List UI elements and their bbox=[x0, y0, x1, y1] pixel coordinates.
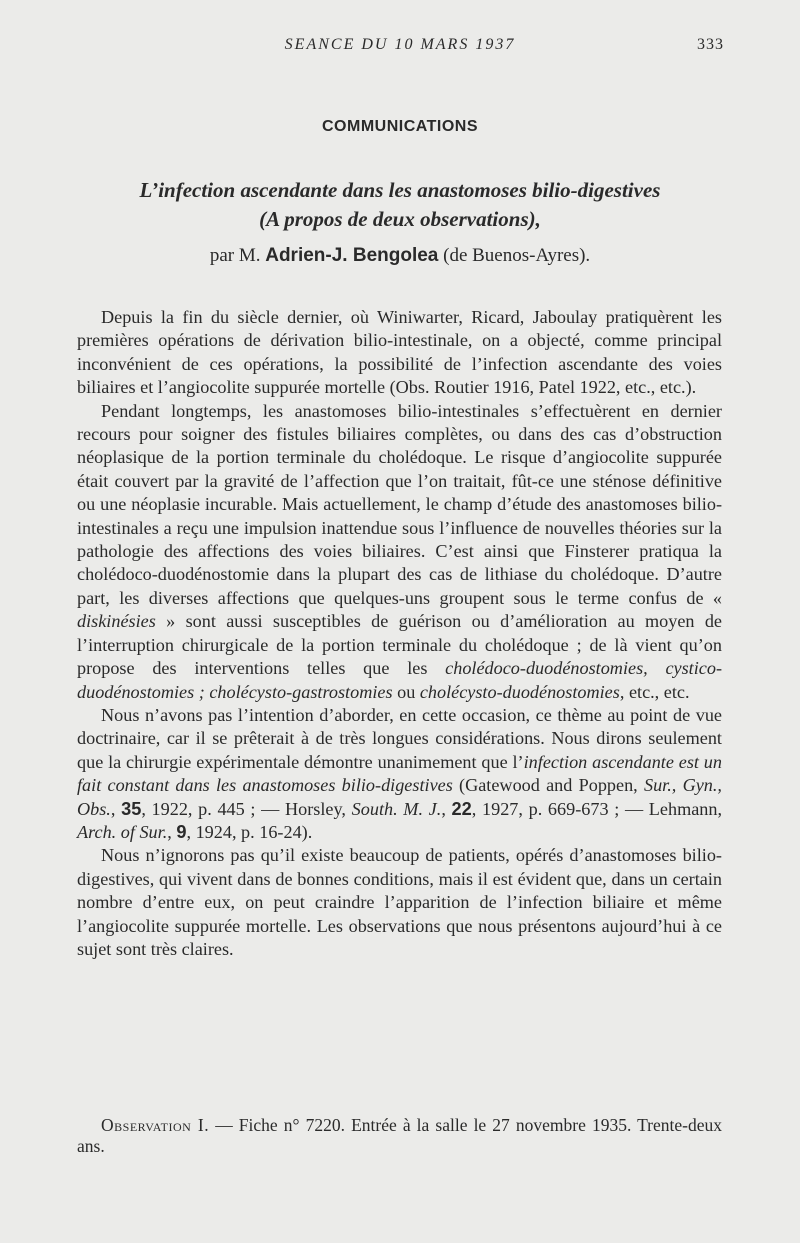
byline-prefix: par M. bbox=[209, 245, 261, 266]
byline bbox=[60, 245, 740, 267]
byline-affiliation: (de Buenos-Ayres). bbox=[443, 245, 591, 266]
section-title: COMMUNICATIONS bbox=[321, 118, 479, 135]
text-run: , bbox=[167, 821, 177, 842]
text-run: » sont aussi susceptibles de guérison ou d’amélioration au moyen de l’interruption chirurgicale de la portion terminale du cholédoque ; de là vient qu’on propose des interventions telles que les bbox=[77, 611, 722, 679]
volume-number: 35 bbox=[121, 798, 142, 819]
article-body bbox=[77, 306, 722, 961]
paragraph-2 bbox=[77, 400, 722, 704]
page-number: 333 bbox=[697, 36, 724, 53]
paragraph-4: Nous n’ignorons pas qu’il existe beaucoup de patients, opérés d’anastomoses bilio-digestives, qui vivent dans de bonnes conditions, mais il est évident que, dans un certain nombre d’entre eux, on peut craindre l’apparition de l’infection biliaire et même l’angiocolite suppurée mortelle. Les observations que nous présentons aujourd’hui à ce sujet sont très claires. bbox=[77, 845, 722, 959]
text-run: Pendant longtemps, les anastomoses bilio-intestinales s’effectuèrent en dernier recours pour soigner des fistules biliaires complètes, ou dans des cas d’obstruction néoplasique de la portion terminale du cholédoque. Le risque d’angiocolite suppurée était couvert par la gravité de l’affection que l’on traitait, fût-ce une sténose définitive ou une néoplasie incurable. Mais actuellement, le champ d’étude des anastomoses bilio-intestinales a reçu une impulsion inattendue sous l’influence de nouvelles théories sur la pathologie des affections des voies biliaires. C’est ainsi que Finsterer pratiqua la cholédoco-duodénostomie dans la plupart des cas de lithiase du cholédoque. D’autre part, les diverses affections que quelques-uns groupent sous le terme confus de « bbox=[77, 400, 722, 608]
text-run: ou bbox=[392, 681, 420, 702]
journal-name: Arch. of Sur. bbox=[77, 821, 168, 842]
italic-phrase: infection ascendante est un fait constant dans les anastomoses bilio-digestives bbox=[77, 751, 722, 796]
article-title-line-1: L’infection ascendante dans les anastomoses bilio-digestives bbox=[139, 178, 661, 202]
author-name: Adrien-J. Bengolea bbox=[265, 245, 439, 266]
text-run: , bbox=[110, 798, 122, 819]
text-run: , 1922, p. 445 ; — Horsley, bbox=[141, 798, 352, 819]
italic-term: cholécysto-duodénostomies bbox=[419, 681, 620, 702]
observation-label: Observation I. bbox=[101, 1115, 210, 1135]
text-run: (Gatewood and Poppen, bbox=[452, 775, 644, 796]
paragraph-1: Depuis la fin du siècle dernier, où Winiwarter, Ricard, Jaboulay pratiquèrent les premières opérations de dérivation bilio-intestinale, on a objecté, comme principal inconvénient de ces opérations, la possibilité de l’infection ascendante des voies biliaires et l’angiocolite suppurée mortelle (Obs. Routier 1916, Patel 1922, etc., etc.). bbox=[77, 307, 722, 398]
text-run: , bbox=[441, 798, 452, 819]
article-title-line-2: (A propos de deux observations), bbox=[259, 207, 541, 231]
text-run: , etc., etc. bbox=[619, 681, 690, 702]
observation-paragraph bbox=[77, 1115, 722, 1157]
italic-term: diskinésies bbox=[77, 611, 156, 632]
text-run: , 1927, p. 669-673 ; — Lehmann, bbox=[471, 798, 723, 819]
text-run: , 1924, p. 16-24). bbox=[186, 821, 313, 842]
journal-name: South. M. J. bbox=[351, 798, 442, 819]
article-title bbox=[60, 176, 740, 234]
observation-text: — Fiche n° 7220. Entrée à la salle le 27 novembre 1935. Trente-deux ans. bbox=[77, 1115, 722, 1156]
volume-number: 22 bbox=[451, 798, 472, 819]
observation-entry bbox=[77, 1115, 722, 1157]
running-head: SEANCE DU 10 MARS 1937 bbox=[284, 36, 516, 53]
text-run: Nous n’avons pas l’intention d’aborder, en cette occasion, ce thème au point de vue doctrinaire, car il se prêterait à de très longues considérations. Nous dirons seulement que la chirurgie expérimentale démontre unanimement que l’ bbox=[77, 704, 722, 772]
paragraph-3 bbox=[77, 704, 722, 844]
volume-number: 9 bbox=[176, 821, 187, 842]
italic-term: cholédoco-duodénostomies, cystico-duodénostomies ; cholécysto-gastrostomies bbox=[77, 658, 723, 702]
journal-name: Sur., Gyn., Obs. bbox=[77, 775, 722, 819]
